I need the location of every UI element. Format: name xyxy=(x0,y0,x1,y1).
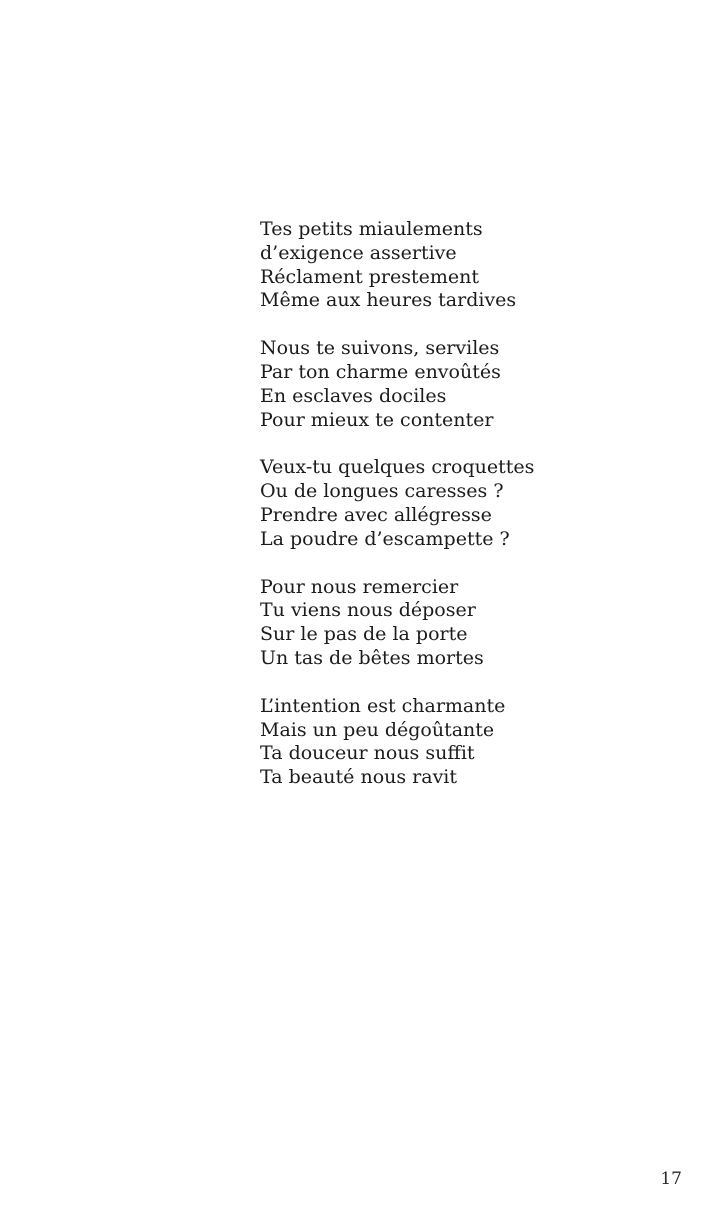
poem-line: Ou de longues caresses ? xyxy=(260,480,504,503)
poem-line: Nous te suivons, serviles xyxy=(260,337,500,360)
poem-line: Un tas de bêtes mortes xyxy=(260,646,484,669)
stanza-4 xyxy=(260,576,680,671)
poem-line: Prendre avec allégresse xyxy=(260,503,492,526)
stanza-1 xyxy=(260,218,680,313)
poem-line: Ta douceur nous suffit xyxy=(260,742,475,765)
poem-line: Par ton charme envoûtés xyxy=(260,360,501,383)
poem-line: Même aux heures tardives xyxy=(260,289,517,312)
page-number: 17 xyxy=(660,1169,682,1189)
stanza-5 xyxy=(260,695,680,790)
poem-line: L’intention est charmante xyxy=(260,694,506,717)
poem-line: Tu viens nous déposer xyxy=(260,599,476,622)
poem-line: Ta beauté nous ravit xyxy=(260,766,458,789)
poem-line: La poudre d’escampette ? xyxy=(260,527,510,550)
poem-line: Veux-tu quelques croquettes xyxy=(260,456,535,479)
stanza-2 xyxy=(260,337,680,432)
poem-line: Sur le pas de la porte xyxy=(260,623,468,646)
poem-line: Mais un peu dégoûtante xyxy=(260,718,495,741)
poem-line: En esclaves dociles xyxy=(260,384,447,407)
poem-line: Pour nous remercier xyxy=(260,575,459,598)
poem-line: Pour mieux te contenter xyxy=(260,408,494,431)
stanza-3 xyxy=(260,456,680,551)
poem-line: Réclament prestement xyxy=(260,265,480,288)
poem-line: d’exigence assertive xyxy=(260,241,457,264)
poem-line: Tes petits miaulements xyxy=(260,218,483,240)
poem xyxy=(260,218,680,814)
